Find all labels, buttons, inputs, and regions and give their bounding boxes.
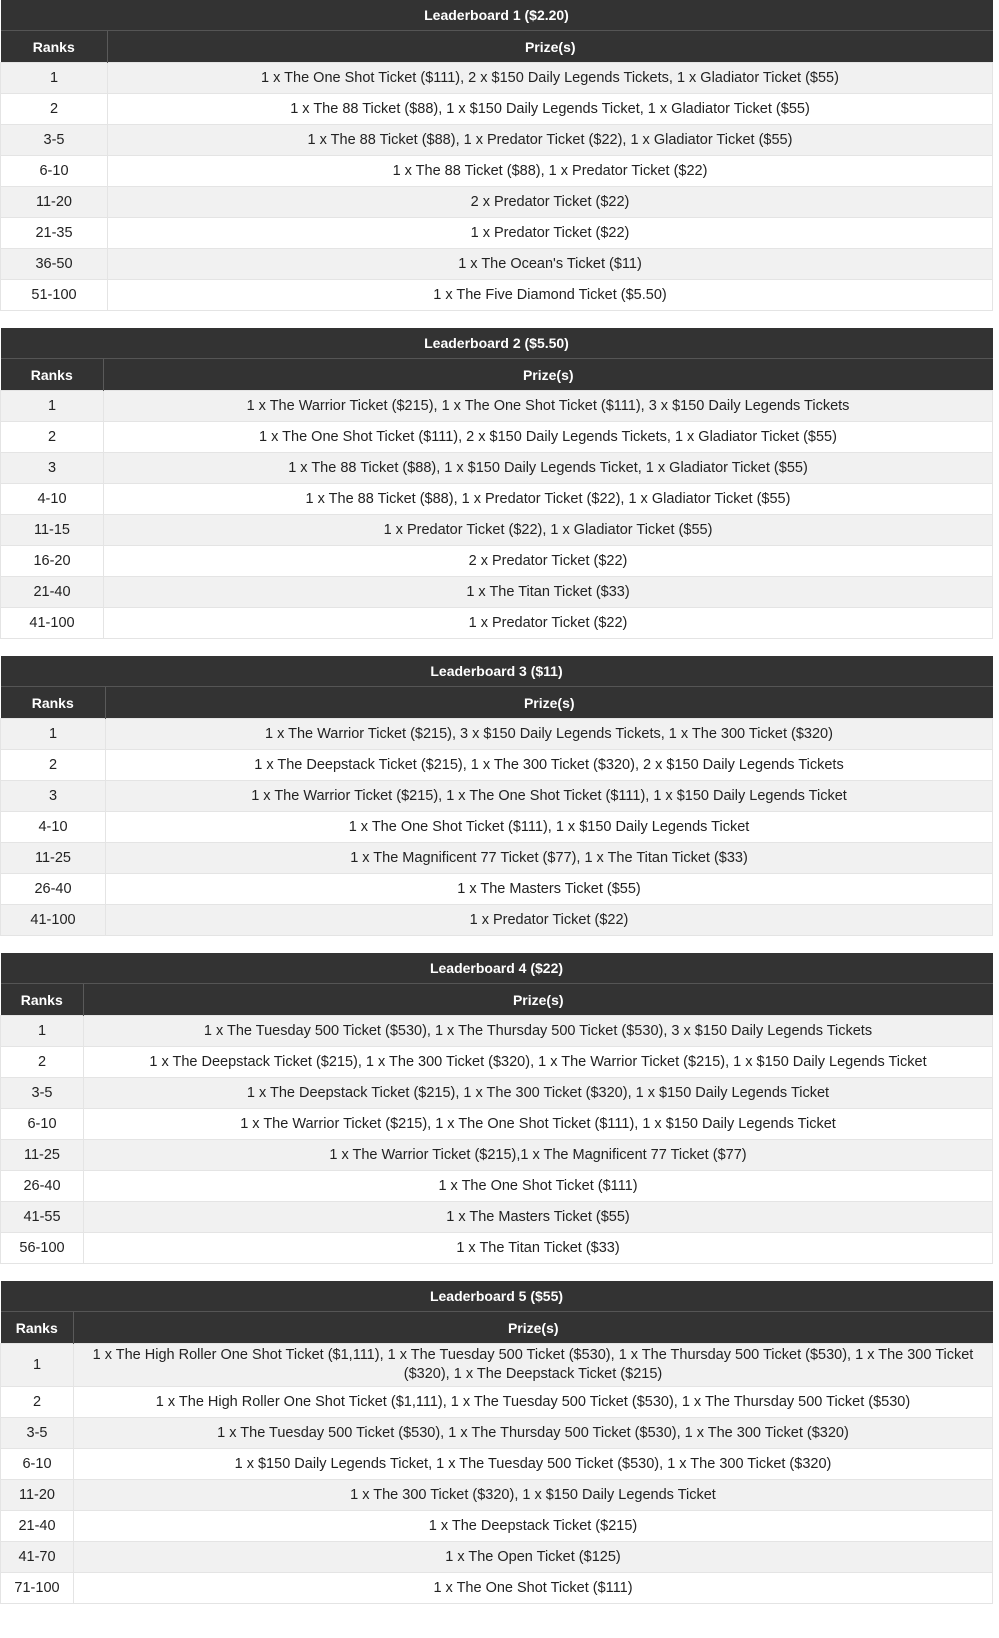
- rank-cell: 6-10: [1, 1109, 84, 1140]
- rank-cell: 41-100: [1, 905, 106, 936]
- table-row: [1, 484, 993, 515]
- leaderboard-1: [0, 0, 993, 311]
- prize-cell: 1 x The 300 Ticket ($320), 1 x $150 Daily Legends Ticket: [74, 1480, 993, 1511]
- prize-cell: 1 x The 88 Ticket ($88), 1 x $150 Daily Legends Ticket, 1 x Gladiator Ticket ($55): [108, 94, 993, 125]
- ranks-header: Ranks: [1, 984, 84, 1016]
- table-row: [1, 1344, 993, 1387]
- rank-cell: 51-100: [1, 280, 108, 311]
- table-row: [1, 1542, 993, 1573]
- table-row: [1, 249, 993, 280]
- rank-cell: 21-40: [1, 1511, 74, 1542]
- prize-cell: 2 x Predator Ticket ($22): [104, 546, 993, 577]
- leaderboard-table: [0, 0, 993, 311]
- prize-cell: 1 x The 88 Ticket ($88), 1 x Predator Ticket ($22), 1 x Gladiator Ticket ($55): [104, 484, 993, 515]
- table-row: [1, 515, 993, 546]
- table-row: [1, 453, 993, 484]
- rank-cell: 4-10: [1, 484, 104, 515]
- rank-cell: 36-50: [1, 249, 108, 280]
- prize-cell: 1 x The Titan Ticket ($33): [104, 577, 993, 608]
- table-row: [1, 905, 993, 936]
- prize-cell: 1 x The One Shot Ticket ($111), 2 x $150 Daily Legends Tickets, 1 x Gladiator Ticket ($55): [104, 422, 993, 453]
- table-row: [1, 1233, 993, 1264]
- table-row: [1, 94, 993, 125]
- rank-cell: 11-20: [1, 187, 108, 218]
- rank-cell: 2: [1, 1047, 84, 1078]
- rank-cell: 1: [1, 63, 108, 94]
- table-row: [1, 422, 993, 453]
- prize-cell: 1 x The Open Ticket ($125): [74, 1542, 993, 1573]
- prize-cell: 1 x The Ocean's Ticket ($11): [108, 249, 993, 280]
- table-row: [1, 1480, 993, 1511]
- ranks-header: Ranks: [1, 359, 104, 391]
- rank-cell: 3-5: [1, 1418, 74, 1449]
- prize-cell: 1 x The Titan Ticket ($33): [84, 1233, 993, 1264]
- prize-cell: 1 x The Deepstack Ticket ($215), 1 x The 300 Ticket ($320), 2 x $150 Daily Legends Tickets: [106, 750, 993, 781]
- table-row: [1, 218, 993, 249]
- prize-cell: 1 x The One Shot Ticket ($111): [74, 1573, 993, 1604]
- prize-cell: 1 x The Warrior Ticket ($215), 1 x The One Shot Ticket ($111), 1 x $150 Daily Legends Ticket: [84, 1109, 993, 1140]
- table-row: [1, 874, 993, 905]
- prize-cell: 1 x Predator Ticket ($22): [108, 218, 993, 249]
- leaderboard-title: Leaderboard 3 ($11): [1, 656, 993, 687]
- leaderboard-table: [0, 328, 993, 639]
- rank-cell: 11-15: [1, 515, 104, 546]
- prize-cell: 1 x The Tuesday 500 Ticket ($530), 1 x The Thursday 500 Ticket ($530), 3 x $150 Daily Legends Tickets: [84, 1016, 993, 1047]
- rank-cell: 4-10: [1, 812, 106, 843]
- leaderboard-title: Leaderboard 4 ($22): [1, 953, 993, 984]
- rank-cell: 41-55: [1, 1202, 84, 1233]
- table-row: [1, 781, 993, 812]
- table-row: [1, 812, 993, 843]
- prizes-header: Prize(s): [106, 687, 993, 719]
- rank-cell: 11-20: [1, 1480, 74, 1511]
- table-row: [1, 750, 993, 781]
- rank-cell: 11-25: [1, 843, 106, 874]
- table-row: [1, 156, 993, 187]
- prize-cell: 2 x Predator Ticket ($22): [108, 187, 993, 218]
- ranks-header: Ranks: [1, 687, 106, 719]
- prize-cell: 1 x The Tuesday 500 Ticket ($530), 1 x The Thursday 500 Ticket ($530), 1 x The 300 Ticket ($320): [74, 1418, 993, 1449]
- table-row: [1, 719, 993, 750]
- leaderboard-table: [0, 656, 993, 936]
- rank-cell: 3-5: [1, 125, 108, 156]
- rank-cell: 1: [1, 391, 104, 422]
- table-row: [1, 577, 993, 608]
- ranks-header: Ranks: [1, 31, 108, 63]
- table-row: [1, 843, 993, 874]
- prize-cell: 1 x The High Roller One Shot Ticket ($1,111), 1 x The Tuesday 500 Ticket ($530), 1 x The Thursday 500 Ticket ($530): [74, 1387, 993, 1418]
- rank-cell: 16-20: [1, 546, 104, 577]
- rank-cell: 6-10: [1, 1449, 74, 1480]
- prize-cell: 1 x The 88 Ticket ($88), 1 x Predator Ticket ($22): [108, 156, 993, 187]
- rank-cell: 26-40: [1, 1171, 84, 1202]
- rank-cell: 21-40: [1, 577, 104, 608]
- table-row: [1, 1418, 993, 1449]
- rank-cell: 3-5: [1, 1078, 84, 1109]
- leaderboard-2: [0, 328, 993, 639]
- prize-cell: 1 x Predator Ticket ($22): [106, 905, 993, 936]
- prize-cell: 1 x The One Shot Ticket ($111), 1 x $150 Daily Legends Ticket: [106, 812, 993, 843]
- prize-cell: 1 x $150 Daily Legends Ticket, 1 x The Tuesday 500 Ticket ($530), 1 x The 300 Ticket ($320): [74, 1449, 993, 1480]
- prize-cell: 1 x The High Roller One Shot Ticket ($1,111), 1 x The Tuesday 500 Ticket ($530), 1 x The Thursday 500 Ticket ($530), 1 x The 300 Ticket ($320), 1 x The Deepstack Ticket ($215): [74, 1344, 993, 1387]
- rank-cell: 11-25: [1, 1140, 84, 1171]
- rank-cell: 2: [1, 422, 104, 453]
- table-row: [1, 608, 993, 639]
- rank-cell: 1: [1, 1016, 84, 1047]
- prize-cell: 1 x The Magnificent 77 Ticket ($77), 1 x The Titan Ticket ($33): [106, 843, 993, 874]
- prize-cell: 1 x The 88 Ticket ($88), 1 x Predator Ticket ($22), 1 x Gladiator Ticket ($55): [108, 125, 993, 156]
- table-row: [1, 1171, 993, 1202]
- leaderboard-title: Leaderboard 1 ($2.20): [1, 0, 993, 31]
- prizes-header: Prize(s): [74, 1312, 993, 1344]
- table-row: [1, 1109, 993, 1140]
- prize-cell: 1 x The One Shot Ticket ($111): [84, 1171, 993, 1202]
- prize-cell: 1 x The 88 Ticket ($88), 1 x $150 Daily Legends Ticket, 1 x Gladiator Ticket ($55): [104, 453, 993, 484]
- prizes-header: Prize(s): [104, 359, 993, 391]
- prize-cell: 1 x The Warrior Ticket ($215), 3 x $150 Daily Legends Tickets, 1 x The 300 Ticket ($320): [106, 719, 993, 750]
- rank-cell: 2: [1, 94, 108, 125]
- table-row: [1, 1140, 993, 1171]
- table-row: [1, 391, 993, 422]
- rank-cell: 6-10: [1, 156, 108, 187]
- rank-cell: 1: [1, 719, 106, 750]
- table-row: [1, 187, 993, 218]
- rank-cell: 56-100: [1, 1233, 84, 1264]
- prize-cell: 1 x The Warrior Ticket ($215),1 x The Magnificent 77 Ticket ($77): [84, 1140, 993, 1171]
- table-row: [1, 1511, 993, 1542]
- prize-cell: 1 x The Warrior Ticket ($215), 1 x The One Shot Ticket ($111), 1 x $150 Daily Legends Ticket: [106, 781, 993, 812]
- table-row: [1, 1202, 993, 1233]
- prize-cell: 1 x The Deepstack Ticket ($215), 1 x The 300 Ticket ($320), 1 x $150 Daily Legends Ticket: [84, 1078, 993, 1109]
- prize-cell: 1 x Predator Ticket ($22), 1 x Gladiator Ticket ($55): [104, 515, 993, 546]
- leaderboard-4: [0, 953, 993, 1264]
- rank-cell: 2: [1, 750, 106, 781]
- prize-cell: 1 x The Five Diamond Ticket ($5.50): [108, 280, 993, 311]
- rank-cell: 1: [1, 1344, 74, 1387]
- rank-cell: 2: [1, 1387, 74, 1418]
- prizes-header: Prize(s): [84, 984, 993, 1016]
- leaderboard-5: [0, 1281, 993, 1604]
- rank-cell: 41-70: [1, 1542, 74, 1573]
- table-row: [1, 1016, 993, 1047]
- ranks-header: Ranks: [1, 1312, 74, 1344]
- table-row: [1, 1387, 993, 1418]
- table-row: [1, 280, 993, 311]
- rank-cell: 71-100: [1, 1573, 74, 1604]
- prize-cell: 1 x The Masters Ticket ($55): [106, 874, 993, 905]
- table-row: [1, 546, 993, 577]
- rank-cell: 26-40: [1, 874, 106, 905]
- table-row: [1, 1078, 993, 1109]
- leaderboard-3: [0, 656, 993, 936]
- table-row: [1, 1573, 993, 1604]
- leaderboard-table: [0, 953, 993, 1264]
- prize-cell: 1 x Predator Ticket ($22): [104, 608, 993, 639]
- table-row: [1, 1449, 993, 1480]
- prize-cell: 1 x The Warrior Ticket ($215), 1 x The One Shot Ticket ($111), 3 x $150 Daily Legends Tickets: [104, 391, 993, 422]
- rank-cell: 3: [1, 453, 104, 484]
- prize-cell: 1 x The Deepstack Ticket ($215): [74, 1511, 993, 1542]
- leaderboard-title: Leaderboard 5 ($55): [1, 1281, 993, 1312]
- prize-cell: 1 x The Masters Ticket ($55): [84, 1202, 993, 1233]
- leaderboard-title: Leaderboard 2 ($5.50): [1, 328, 993, 359]
- prizes-header: Prize(s): [108, 31, 993, 63]
- rank-cell: 21-35: [1, 218, 108, 249]
- rank-cell: 41-100: [1, 608, 104, 639]
- leaderboard-table: [0, 1281, 993, 1604]
- table-row: [1, 1047, 993, 1078]
- table-row: [1, 63, 993, 94]
- table-row: [1, 125, 993, 156]
- prize-cell: 1 x The Deepstack Ticket ($215), 1 x The 300 Ticket ($320), 1 x The Warrior Ticket ($215), 1 x $150 Daily Legends Ticket: [84, 1047, 993, 1078]
- rank-cell: 3: [1, 781, 106, 812]
- prize-cell: 1 x The One Shot Ticket ($111), 2 x $150 Daily Legends Tickets, 1 x Gladiator Ticket ($55): [108, 63, 993, 94]
